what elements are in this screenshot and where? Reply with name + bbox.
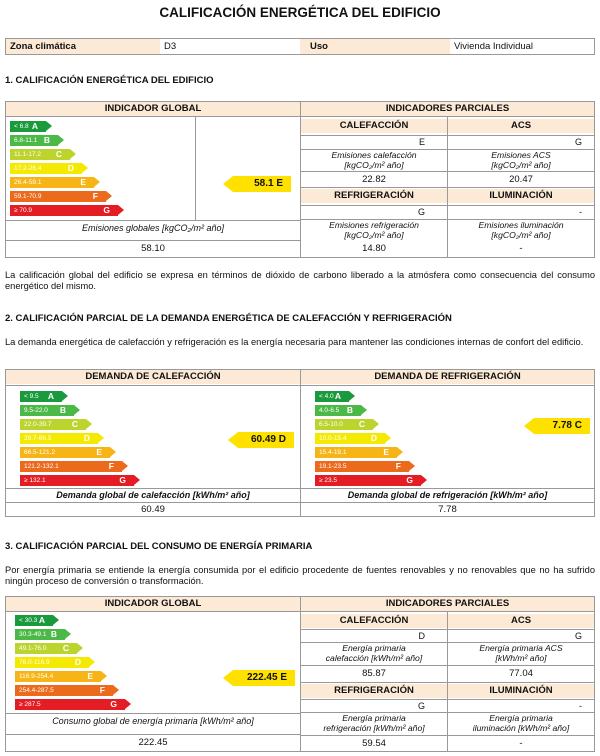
s2-refri-rating-scale [315, 391, 435, 491]
rating-letter: A [47, 391, 54, 401]
s2-refri-header: DEMANDA DE REFRIGERACIÓN [301, 370, 594, 384]
rating-range-label: 116.9-254.4 [19, 673, 54, 680]
rating-bar-e [20, 447, 110, 458]
rating-bar-a [10, 121, 46, 132]
s3-ilum-letter: - [579, 701, 582, 711]
rating-bar-c [10, 149, 70, 160]
climate-zone-value: D3 [160, 39, 300, 54]
rating-bar-a [15, 615, 53, 626]
rating-bar-g [10, 205, 118, 216]
s1-calef-header: CALEFACCIÓN [301, 119, 447, 133]
rating-bar-c [315, 419, 373, 430]
s2-calef-rating-scale [20, 391, 140, 491]
rating-letter: D [370, 433, 377, 443]
s2-refri-value: 7.78 [438, 504, 457, 515]
rating-bar-e [10, 177, 94, 188]
s3-refri-header: REFRIGERACIÓN [301, 684, 447, 698]
rating-bar-f [20, 461, 122, 472]
section3-heading: 3. CALIFICACIÓN PARCIAL DEL CONSUMO DE ENERGÍA PRIMARIA [5, 541, 313, 552]
rating-range-label: 121.2-132.1 [24, 463, 59, 470]
rating-bar-b [15, 629, 65, 640]
rating-range-label: < 9.5 [24, 393, 39, 400]
rating-range-label: 22.0-39.7 [24, 421, 52, 428]
rating-range-label: ≥ 287.5 [19, 701, 41, 708]
rating-range-label: 76.0-116.9 [19, 659, 50, 666]
rating-range-label: < 30.3 [19, 617, 38, 624]
s2-text: La demanda energética de calefacción y refrigeración es la energía necesaria para mantener las condiciones internas de confort del edificio. [5, 337, 584, 347]
rating-letter: E [96, 447, 102, 457]
s1-ilum-caption: Emisiones iluminación [kgCO₂/m² año] [478, 220, 564, 240]
rating-range-label: 19.1-23.5 [319, 463, 347, 470]
s1-acs-value: 20.47 [509, 174, 533, 185]
s3-acs-value: 77.04 [509, 668, 533, 679]
rating-letter: G [406, 475, 413, 485]
s3-global-value: 222.45 [138, 737, 168, 748]
s3-refri-letter: G [417, 701, 425, 711]
rating-range-label: 17.2-26.4 [14, 165, 42, 172]
s3-global-header: INDICADOR GLOBAL [6, 597, 300, 611]
s3-refri-value: 59.54 [362, 738, 386, 749]
s1-calef-letter: E [418, 137, 425, 147]
s3-partial-header: INDICADORES PARCIALES [301, 597, 594, 611]
rating-letter: A [31, 121, 38, 131]
section2-heading: 2. CALIFICACIÓN PARCIAL DE LA DEMANDA ENERGÉTICA DE CALEFACCIÓN Y REFRIGERACIÓN [5, 313, 452, 324]
s3-ilum-value: - [519, 738, 523, 749]
rating-letter: B [50, 629, 57, 639]
rating-range-label: 49.1-76.0 [19, 645, 47, 652]
rating-bar-f [15, 685, 113, 696]
rating-letter: D [67, 163, 74, 173]
rating-range-label: 9.5-22.0 [24, 407, 48, 414]
s2-calef-header: DEMANDA DE CALEFACCIÓN [6, 370, 300, 384]
rating-bar-g [20, 475, 134, 486]
rating-letter: A [38, 615, 45, 625]
rating-bar-d [20, 433, 98, 444]
s3-rating-scale [15, 615, 155, 715]
s3-acs-letter: G [574, 631, 582, 641]
rating-letter: C [62, 643, 69, 653]
s3-acs-header: ACS [448, 614, 594, 628]
s3-rating-marker: 222.45 E [233, 670, 295, 686]
rating-range-label: ≥ 23.5 [319, 477, 338, 484]
s3-calef-caption: Energía primaria calefacción [kWh/m² año] [325, 643, 423, 663]
s3-ilum-caption: Energía primaria iluminación [kWh/m² año] [472, 713, 570, 733]
rating-letter: D [83, 433, 90, 443]
s2-refri-marker: 7.78 C [534, 418, 590, 434]
section1-heading: 1. CALIFICACIÓN ENERGÉTICA DEL EDIFICIO [5, 75, 214, 86]
rating-letter: A [334, 391, 341, 401]
s1-partial-header: INDICADORES PARCIALES [301, 102, 594, 116]
s1-ilum-value: - [519, 243, 523, 254]
s3-calef-letter: D [418, 631, 425, 641]
rating-range-label: ≥ 132.1 [24, 477, 46, 484]
rating-bar-c [15, 643, 77, 654]
rating-bar-e [315, 447, 397, 458]
s3-calef-header: CALEFACCIÓN [301, 614, 447, 628]
s2-refri-caption: Demanda global de refrigeración [kWh/m² año] [347, 490, 548, 500]
s1-acs-header: ACS [448, 119, 594, 133]
rating-bar-d [10, 163, 82, 174]
rating-range-label: < 4.0 [319, 393, 334, 400]
s1-acs-caption: Emisiones ACS [kgCO₂/m² año] [491, 150, 551, 170]
rating-letter: C [358, 419, 365, 429]
s2-calef-caption: Demanda global de calefacción [kWh/m² año] [56, 490, 250, 500]
rating-bar-e [15, 671, 101, 682]
s1-refri-header: REFRIGERACIÓN [301, 189, 447, 203]
rating-range-label: ≥ 70.9 [14, 207, 33, 214]
rating-range-label: 66.5-121.2 [24, 449, 56, 456]
rating-letter: B [59, 405, 66, 415]
rating-range-label: 11.1-17.2 [14, 151, 41, 158]
s1-global-value: 58.10 [141, 243, 165, 254]
climate-zone-label: Zona climática [10, 41, 76, 52]
s3-ilum-header: ILUMINACIÓN [448, 684, 594, 698]
s1-ilum-header: ILUMINACIÓN [448, 189, 594, 203]
s2-calef-marker: 60.49 D [238, 432, 294, 448]
rating-letter: C [55, 149, 62, 159]
rating-letter: G [103, 205, 110, 215]
s3-acs-caption: Energía primaria ACS [kWh/m² año] [479, 643, 563, 663]
rating-bar-c [20, 419, 86, 430]
rating-range-label: 15.4-19.1 [319, 449, 347, 456]
rating-bar-d [315, 433, 385, 444]
s1-acs-letter: G [574, 137, 582, 147]
rating-bar-d [15, 657, 89, 668]
rating-letter: F [395, 461, 401, 471]
s3-text: Por energía primaria se entiende la energía consumida por el edificio procedente de fuentes renovables y no renovables que no ha sufrido ningún proceso de conversión o transformación. [5, 565, 595, 586]
s1-calef-value: 22.82 [362, 174, 386, 185]
rating-range-label: 10.0-15.4 [319, 435, 347, 442]
rating-letter: F [92, 191, 98, 201]
rating-letter: E [87, 671, 93, 681]
rating-range-label: 26.4-59.1 [14, 179, 42, 186]
s2-calef-value: 60.49 [141, 504, 165, 515]
s1-refri-caption: Emisiones refrigeración [kgCO₂/m² año] [329, 220, 419, 240]
rating-letter: B [346, 405, 353, 415]
rating-bar-g [15, 699, 125, 710]
s1-rating-marker: 58.1 E [233, 176, 291, 192]
rating-letter: G [119, 475, 126, 485]
rating-bar-a [20, 391, 62, 402]
rating-range-label: 6.8-11.1 [14, 137, 38, 144]
s1-note: La calificación global del edificio se expresa en términos de dióxido de carbono liberado a la atmósfera como consecuencia del consumo energético del mismo. [5, 270, 595, 291]
s3-global-caption: Consumo global de energía primaria [kWh/m² año] [52, 716, 254, 726]
rating-range-label: 6.5-10.0 [319, 421, 343, 428]
use-value: Vivienda Individual [450, 39, 594, 54]
s1-calef-caption: Emisiones calefacción [kgCO₂/m² año] [331, 150, 417, 170]
s1-global-caption: Emisiones globales [kgCO₂/m² año] [82, 223, 224, 233]
rating-bar-f [315, 461, 409, 472]
rating-letter: F [99, 685, 105, 695]
rating-letter: F [108, 461, 114, 471]
rating-range-label: < 6.8 [14, 123, 29, 130]
rating-letter: C [71, 419, 78, 429]
s1-refri-value: 14.80 [362, 243, 386, 254]
rating-bar-a [315, 391, 349, 402]
rating-bar-b [20, 405, 74, 416]
rating-bar-b [315, 405, 361, 416]
rating-bar-f [10, 191, 106, 202]
rating-letter: E [80, 177, 86, 187]
s3-refri-caption: Energía primaria refrigeración [kWh/m² año] [323, 713, 425, 733]
rating-range-label: 4.0-6.5 [319, 407, 340, 414]
page-title: CALIFICACIÓN ENERGÉTICA DEL EDIFICIO [159, 5, 441, 20]
use-label: Uso [310, 41, 328, 52]
rating-range-label: 39.7-66.5 [24, 435, 52, 442]
rating-range-label: 59.1-70.9 [14, 193, 42, 200]
rating-letter: B [43, 135, 50, 145]
rating-range-label: 30.3-49.1 [19, 631, 47, 638]
rating-bar-b [10, 135, 58, 146]
s1-refri-letter: G [417, 207, 425, 217]
rating-range-label: 254.4-287.5 [19, 687, 54, 694]
rating-letter: G [110, 699, 117, 709]
s1-global-header: INDICADOR GLOBAL [6, 102, 300, 116]
s1-rating-scale [10, 121, 190, 221]
rating-letter: D [74, 657, 81, 667]
s1-ilum-letter: - [579, 207, 582, 217]
rating-bar-g [315, 475, 421, 486]
rating-letter: E [383, 447, 389, 457]
s3-calef-value: 85.87 [362, 668, 386, 679]
